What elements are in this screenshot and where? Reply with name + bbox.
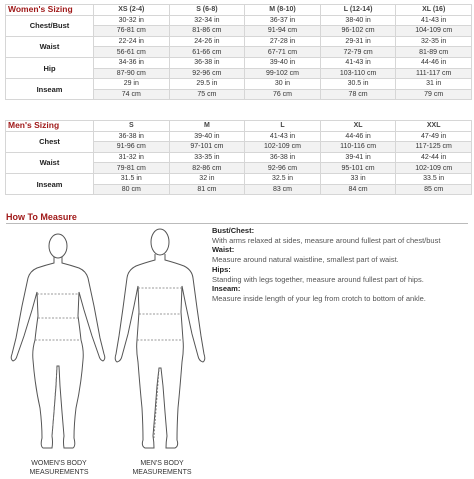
bust-chest-heading: Bust/Chest:	[212, 226, 255, 235]
female-figure-caption	[4, 459, 114, 477]
waist-text: Measure around natural waistline, smallest part of waist.	[212, 255, 399, 265]
size-value-cell: 117-125 cm	[396, 142, 472, 153]
mens-sizing-title: Men's Sizing	[6, 121, 94, 132]
size-value-cell: 41-43 in	[320, 57, 396, 68]
size-value-cell: 75 cm	[169, 89, 245, 100]
size-value-cell: 39-40 in	[245, 57, 321, 68]
size-value-cell: 44-46 in	[396, 57, 472, 68]
mens-header-row	[6, 121, 472, 132]
size-value-cell: 27-28 in	[245, 36, 321, 47]
measure-instructions	[212, 226, 470, 304]
size-value-cell: 81-86 cm	[169, 26, 245, 37]
size-value-cell: 29.5 in	[169, 79, 245, 90]
female-caption-line-1: WOMEN'S BODY	[31, 460, 87, 467]
size-value-cell: 95-101 cm	[320, 163, 396, 174]
hips-text: Standing with legs together, measure around fullest part of hips.	[212, 274, 424, 284]
size-value-cell: 78 cm	[320, 89, 396, 100]
male-caption-line-1: MEN'S BODY	[140, 460, 184, 467]
measurement-label: Inseam	[6, 173, 94, 194]
size-value-cell: 92-96 cm	[169, 68, 245, 79]
size-value-cell: 84 cm	[320, 184, 396, 195]
size-value-cell: 22-24 in	[94, 36, 170, 47]
size-value-cell: 32.5 in	[245, 173, 321, 184]
size-value-cell: 42-44 in	[396, 152, 472, 163]
size-column-header: L (12-14)	[320, 5, 396, 16]
size-value-cell: 82-86 cm	[169, 163, 245, 174]
size-value-cell: 91-94 cm	[245, 26, 321, 37]
size-column-header: M (8-10)	[245, 5, 321, 16]
size-value-cell: 32-35 in	[396, 36, 472, 47]
size-value-cell: 102-109 cm	[396, 163, 472, 174]
size-value-cell: 34-36 in	[94, 57, 170, 68]
size-value-cell: 44-46 in	[320, 131, 396, 142]
inseam-heading: Inseam:	[212, 284, 241, 294]
size-value-cell: 30-32 in	[94, 15, 170, 26]
measurement-label: Waist	[6, 152, 94, 173]
size-column-header: M	[169, 121, 245, 132]
size-value-cell: 104-109 cm	[396, 26, 472, 37]
size-value-cell: 76 cm	[245, 89, 321, 100]
mens-size-table	[5, 120, 472, 195]
size-value-cell: 97-101 cm	[169, 142, 245, 153]
womens-sizing-title: Women's Sizing	[6, 5, 94, 16]
table-row	[6, 131, 472, 142]
size-value-cell: 76-81 cm	[94, 26, 170, 37]
table-row	[6, 79, 472, 90]
inseam-text: Measure inside length of your leg from crotch to bottom of ankle.	[212, 293, 426, 303]
size-value-cell: 36-38 in	[169, 57, 245, 68]
size-value-cell: 32-34 in	[169, 15, 245, 26]
size-value-cell: 81 cm	[169, 184, 245, 195]
bust-chest-text: With arms relaxed at sides, measure around fullest part of chest/bust	[212, 235, 441, 245]
size-value-cell: 81-89 cm	[396, 47, 472, 58]
size-value-cell: 110-116 cm	[320, 142, 396, 153]
size-value-cell: 36-37 in	[245, 15, 321, 26]
size-value-cell: 36-38 in	[245, 152, 321, 163]
size-value-cell: 31.5 in	[94, 173, 170, 184]
size-value-cell: 79-81 cm	[94, 163, 170, 174]
hips-heading: Hips:	[212, 264, 231, 274]
size-value-cell: 99-102 cm	[245, 68, 321, 79]
size-value-cell: 67-71 cm	[245, 47, 321, 58]
size-value-cell: 41-43 in	[245, 131, 321, 142]
size-value-cell: 96-102 cm	[320, 26, 396, 37]
size-value-cell: 38-40 in	[320, 15, 396, 26]
size-value-cell: 79 cm	[396, 89, 472, 100]
size-value-cell: 33 in	[320, 173, 396, 184]
table-row	[6, 173, 472, 184]
size-value-cell: 31-32 in	[94, 152, 170, 163]
size-value-cell: 32 in	[169, 173, 245, 184]
measurement-label: Chest	[6, 131, 94, 152]
how-to-measure-title: How To Measure	[6, 212, 77, 222]
table-row	[6, 15, 472, 26]
waist-heading: Waist:	[212, 245, 235, 255]
table-row	[6, 36, 472, 47]
female-caption-line-2: MEASUREMENTS	[29, 469, 89, 476]
size-value-cell: 56-61 cm	[94, 47, 170, 58]
size-value-cell: 61-66 cm	[169, 47, 245, 58]
size-value-cell: 72-79 cm	[320, 47, 396, 58]
womens-header-row	[6, 5, 472, 16]
size-column-header: XS (2-4)	[94, 5, 170, 16]
size-column-header: XL (16)	[396, 5, 472, 16]
male-caption-line-2: MEASUREMENTS	[132, 469, 192, 476]
section-divider	[6, 223, 468, 224]
size-value-cell: 85 cm	[396, 184, 472, 195]
size-value-cell: 36-38 in	[94, 131, 170, 142]
size-value-cell: 30 in	[245, 79, 321, 90]
size-value-cell: 92-96 cm	[245, 163, 321, 174]
size-value-cell: 31 in	[396, 79, 472, 90]
size-column-header: L	[245, 121, 321, 132]
size-column-header: S	[94, 121, 170, 132]
size-value-cell: 29 in	[94, 79, 170, 90]
male-body-figure	[112, 226, 208, 458]
size-value-cell: 83 cm	[245, 184, 321, 195]
measurement-label: Inseam	[6, 79, 94, 100]
size-value-cell: 111-117 cm	[396, 68, 472, 79]
table-row	[6, 57, 472, 68]
size-value-cell: 33-35 in	[169, 152, 245, 163]
size-column-header: XXL	[396, 121, 472, 132]
size-value-cell: 87-90 cm	[94, 68, 170, 79]
womens-size-table	[5, 4, 472, 100]
size-value-cell: 33.5 in	[396, 173, 472, 184]
size-value-cell: 47-49 in	[396, 131, 472, 142]
size-value-cell: 39-40 in	[169, 131, 245, 142]
size-value-cell: 24-26 in	[169, 36, 245, 47]
size-column-header: S (6-8)	[169, 5, 245, 16]
size-column-header: XL	[320, 121, 396, 132]
size-value-cell: 80 cm	[94, 184, 170, 195]
size-value-cell: 74 cm	[94, 89, 170, 100]
size-value-cell: 30.5 in	[320, 79, 396, 90]
measurement-label: Waist	[6, 36, 94, 57]
size-value-cell: 41-43 in	[396, 15, 472, 26]
female-body-figure	[6, 226, 110, 458]
size-value-cell: 39-41 in	[320, 152, 396, 163]
size-value-cell: 103-110 cm	[320, 68, 396, 79]
size-value-cell: 102-109 cm	[245, 142, 321, 153]
male-figure-caption	[112, 459, 212, 477]
size-value-cell: 91-96 cm	[94, 142, 170, 153]
size-value-cell: 29-31 in	[320, 36, 396, 47]
measurement-label: Hip	[6, 57, 94, 78]
table-row	[6, 152, 472, 163]
measurement-label: Chest/Bust	[6, 15, 94, 36]
